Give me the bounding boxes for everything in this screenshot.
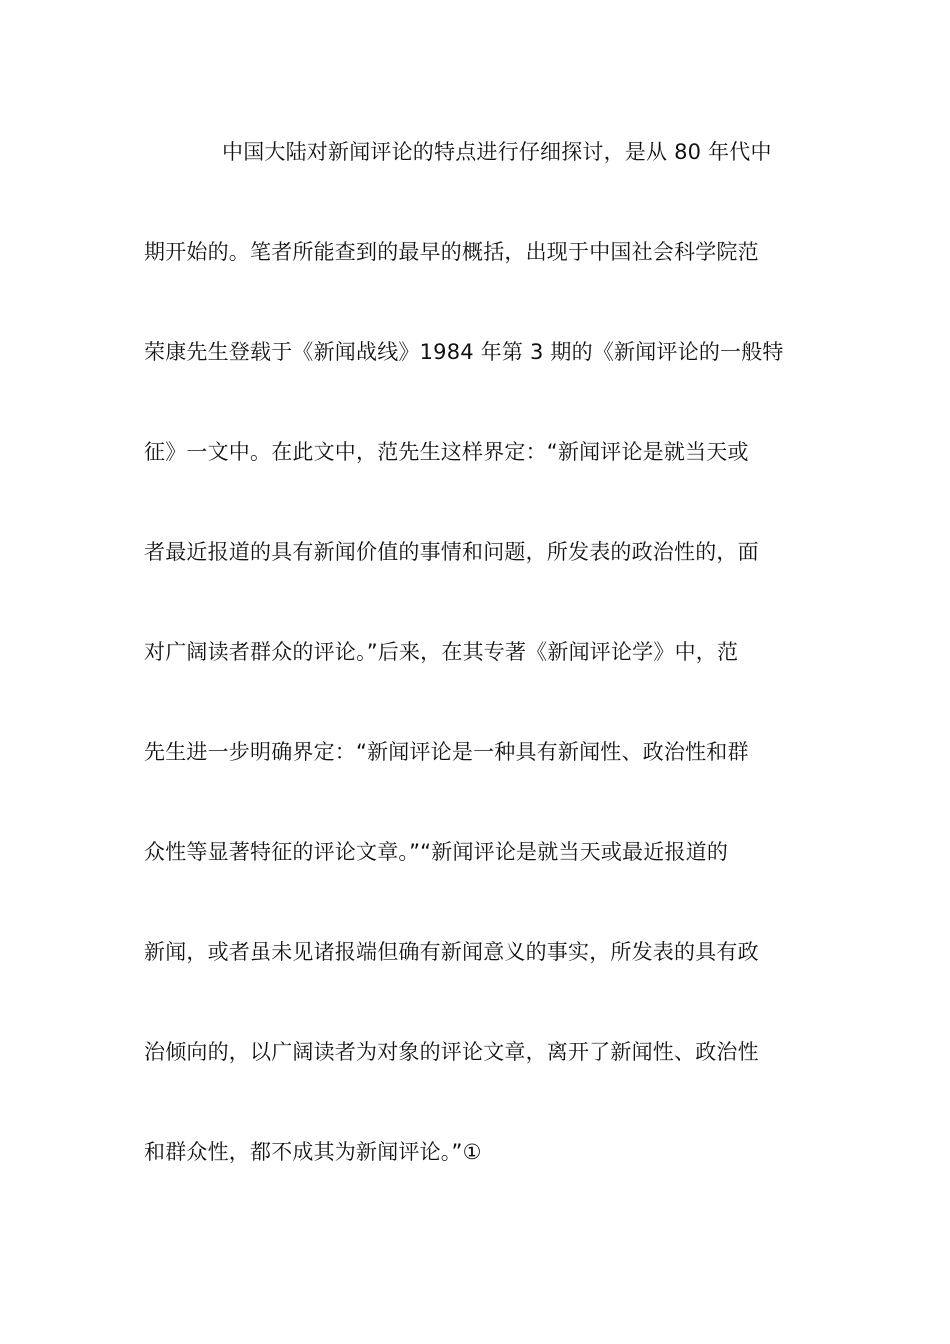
paragraph-line: 对广阔读者群众的评论。”后来，在其专著《新闻评论学》中，范 bbox=[144, 640, 739, 664]
paragraph-line: 期开始的。笔者所能查到的最早的概括，出现于中国社会科学院范 bbox=[144, 240, 759, 264]
paragraph-line: 征》一文中。在此文中，范先生这样界定：“新闻评论是就当天或 bbox=[144, 440, 749, 464]
paragraph-line: 中国大陆对新闻评论的特点进行仔细探讨，是从 80 年代中 bbox=[222, 140, 772, 164]
paragraph-line: 先生进一步明确界定：“新闻评论是一种具有新闻性、政治性和群 bbox=[144, 740, 749, 764]
paragraph-line: 和群众性，都不成其为新闻评论。”① bbox=[144, 1140, 482, 1164]
paragraph-line: 者最近报道的具有新闻价值的事情和问题，所发表的政治性的，面 bbox=[144, 540, 759, 564]
paragraph-line: 荣康先生登载于《新闻战线》1984 年第 3 期的《新闻评论的一般特 bbox=[144, 340, 784, 364]
paragraph-line: 新闻，或者虽未见诸报端但确有新闻意义的事实，所发表的具有政 bbox=[144, 940, 759, 964]
body-paragraph bbox=[144, 128, 824, 1228]
paragraph-line: 众性等显著特征的评论文章。”“新闻评论是就当天或最近报道的 bbox=[144, 840, 729, 864]
paragraph-line: 治倾向的，以广阔读者为对象的评论文章，离开了新闻性、政治性 bbox=[144, 1040, 759, 1064]
